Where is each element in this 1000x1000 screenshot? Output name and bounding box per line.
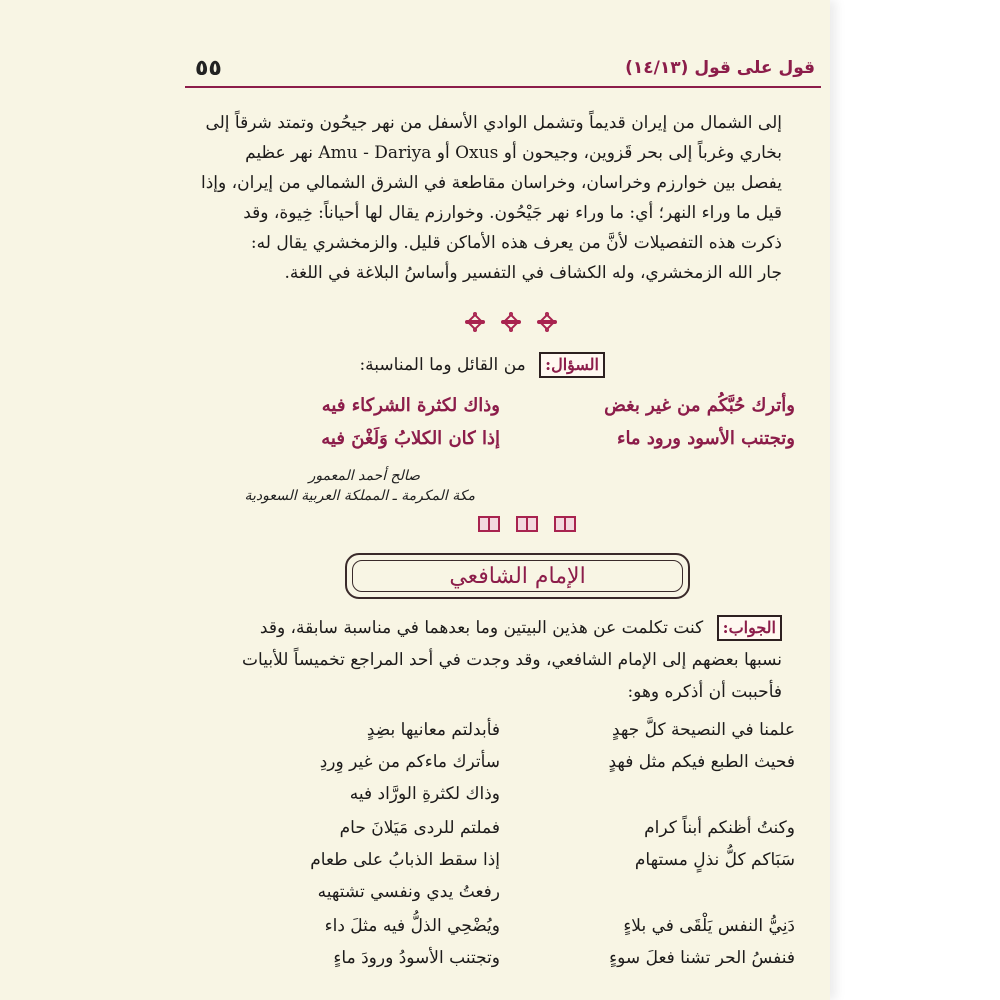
book-ornament-icon <box>554 516 576 532</box>
flower-ornament-icon <box>501 312 521 332</box>
poem-hemistich-left: فملتم للردى مَيَلانَ حام <box>339 818 500 838</box>
flower-ornament-icon <box>537 312 557 332</box>
section-title: الإمام الشافعي <box>449 563 586 589</box>
answer-paragraph <box>202 612 782 708</box>
poem-hemistich-right: وكنتُ أظنكم أبناً كرام <box>644 818 795 838</box>
question-verse-left: إذا كان الكلابُ وَلَغْنَ فيه <box>321 428 500 449</box>
question-intro <box>359 350 605 380</box>
poem-hemistich-left: ويُضْحِي الذلُّ فيه مثلَ داء <box>324 916 500 936</box>
paragraph-line: ذكرت هذه التفصيلات لأنَّ من يعرف هذه الأماكن قليل. والزمخشري يقال له: <box>250 233 782 253</box>
paragraph-line: قيل ما وراء النهر؛ أي: ما وراء نهر جَيْحُون. وخوارزم يقال لها أحياناً: خِيوة، وقد <box>243 203 782 223</box>
book-ornament-icon <box>478 516 500 532</box>
questioner-location: مكة المكرمة ـ المملكة العربية السعودية <box>244 488 475 504</box>
flower-ornament-icon <box>465 312 485 332</box>
answer-text: كنت تكلمت عن هذين البيتين وما بعدهما في مناسبة سابقة، وقد <box>259 618 704 638</box>
paragraph-line: إلى الشمال من إيران قديماً وتشمل الوادي الأسفل من نهر جيحُون وتمتد شرقاً إلى <box>205 113 782 133</box>
poem-hemistich-right: علمنا في النصيحة كلَّ جهدٍ <box>611 720 795 740</box>
poem-hemistich-left: إذا سقط الذبابُ على طعام <box>310 850 500 870</box>
poem-refrain: رفعتُ يدي ونفسي تشتهيه <box>317 882 500 902</box>
answer-line: فأحببت أن أذكره وهو: <box>627 682 782 702</box>
question-verse-left: وذاك لكثرة الشركاء فيه <box>321 395 500 416</box>
page-header <box>185 52 821 88</box>
paragraph-line: يفصل بين خوارزم وخراسان، وخراسان مقاطعة في الشرق الشمالي من إيران، وإذا <box>201 173 782 193</box>
ornament-divider <box>465 312 557 332</box>
question-verse-right: وتجتنب الأسود ورود ماء <box>616 428 795 449</box>
poem-hemistich-right: سَبَاكم كلُّ نذلٍ مستهام <box>634 850 795 870</box>
page-number: ٥٥ <box>195 56 222 81</box>
running-title: قول على قول (١٤/١٣) <box>625 58 815 78</box>
question-verse-right: وأترك حُبَّكُم من غير بغض <box>604 395 795 416</box>
questioner-name: صالح أحمد المعمور <box>308 468 420 484</box>
poem-hemistich-left: سأترك ماءكم من غير وِردِ <box>319 752 500 772</box>
paragraph-line: جار الله الزمخشري، وله الكشاف في التفسير وأساسُ البلاغة في اللغة. <box>284 263 782 283</box>
intro-paragraph <box>142 108 782 288</box>
question-text: من القائل وما المناسبة: <box>359 355 526 375</box>
book-ornament-icon <box>516 516 538 532</box>
poem-hemistich-right: دَنِيُّ النفس يَلْقَى في بلاءٍ <box>623 916 795 936</box>
section-title-frame <box>345 553 690 599</box>
poem-refrain: وذاك لكثرةِ الورَّاد فيه <box>349 784 500 804</box>
answer-label: الجواب: <box>717 615 782 641</box>
answer-line: نسبها بعضهم إلى الإمام الشافعي، وقد وجدت في أحد المراجع تخميساً للأبيات <box>242 650 782 670</box>
poem-hemistich-right: فنفسُ الحر تشنا فعلَ سوءٍ <box>609 948 795 968</box>
poem-hemistich-left: فأبدلتم معانيها بضِدٍ <box>366 720 500 740</box>
question-label: السؤال: <box>539 352 605 378</box>
answer-line <box>202 612 782 644</box>
paragraph-line: بخاري وغرباً إلى بحر قَزوين، وجيحون أو Oxus أو Amu - Dariya نهر عظيم <box>245 143 782 163</box>
book-ornament-divider <box>478 516 576 532</box>
poem-hemistich-left: وتجتنب الأسودُ ورودَ ماءٍ <box>333 948 500 968</box>
poem-hemistich-right: فحيث الطبع فيكم مثل فهدٍ <box>608 752 795 772</box>
